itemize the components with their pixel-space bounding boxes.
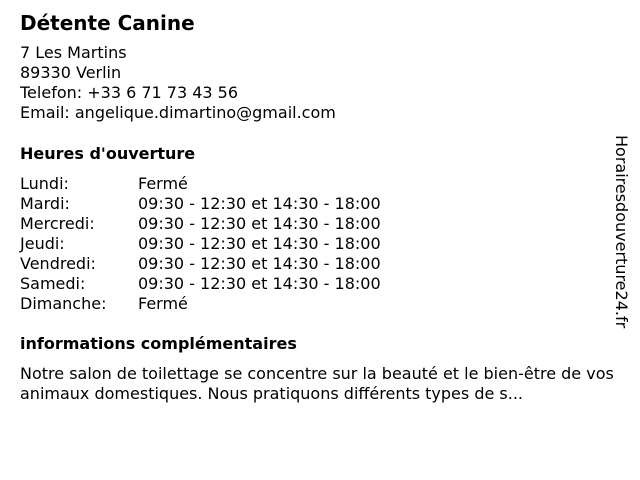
day-label: Dimanche: — [20, 294, 107, 313]
time-value: 09:30 - 12:30 et 14:30 - 18:00 — [138, 274, 381, 293]
time-value: Fermé — [138, 294, 188, 313]
business-name: Détente Canine — [20, 11, 195, 35]
time-value: 09:30 - 12:30 et 14:30 - 18:00 — [138, 214, 381, 233]
time-value: 09:30 - 12:30 et 14:30 - 18:00 — [138, 254, 381, 273]
address-street: 7 Les Martins — [20, 43, 127, 62]
day-label: Jeudi: — [20, 234, 65, 253]
hours-heading: Heures d'ouverture — [20, 144, 196, 163]
info-description: Notre salon de toilettage se concentre sur la beauté et le bien-être de vos animaux domestiques. Nous pratiquons différents types de s... — [20, 364, 614, 403]
day-label: Samedi: — [20, 274, 86, 293]
phone-line: Telefon: +33 6 71 73 43 56 — [20, 83, 239, 102]
day-label: Mardi: — [20, 194, 70, 213]
address-city: 89330 Verlin — [20, 63, 122, 82]
time-value: 09:30 - 12:30 et 14:30 - 18:00 — [138, 194, 381, 213]
time-value: Fermé — [138, 174, 188, 193]
email-line: Email: angelique.dimartino@gmail.com — [20, 103, 336, 122]
contact-block — [20, 43, 336, 123]
time-value: 09:30 - 12:30 et 14:30 - 18:00 — [138, 234, 381, 253]
info-heading: informations complémentaires — [20, 334, 297, 353]
day-label: Mercredi: — [20, 214, 95, 233]
day-label: Lundi: — [20, 174, 69, 193]
day-label: Vendredi: — [20, 254, 96, 273]
site-watermark: Horairesdouverture24.fr — [612, 135, 631, 329]
